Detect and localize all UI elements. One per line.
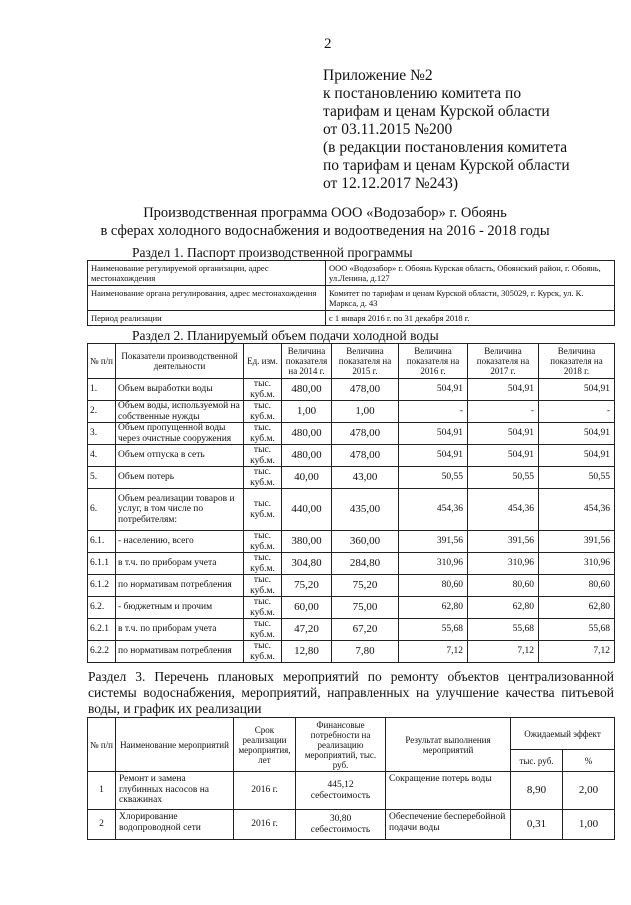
volume-cell-v2015: 43,00 — [332, 467, 399, 489]
volume-row — [88, 553, 615, 575]
volume-cell-v2016: 50,55 — [399, 467, 468, 489]
volume-cell-v2018: 55,68 — [539, 619, 615, 641]
measure-cell-pct: 1,00 — [563, 810, 615, 840]
passport-label: Наименование органа регулирования, адрес местонахождения — [88, 286, 326, 311]
volume-cell-n: 6.2.2 — [88, 641, 116, 663]
meas-header-term: Срок реализации мероприятия, лет — [234, 718, 296, 772]
volume-header-cell: Величина показателя на 2016 г. — [399, 344, 468, 379]
volume-cell-v2016: 504,91 — [399, 445, 468, 467]
volume-cell-name: Объем потерь — [116, 467, 244, 489]
volume-cell-v2015: 7,80 — [332, 641, 399, 663]
appendix-line: к постановлению комитета по — [323, 85, 522, 102]
volume-row — [88, 423, 615, 445]
section3-heading: Раздел 3. Перечень плановых мероприятий по ремонту объектов централизованной системы водоснабжения, мероприятий, направленных на улучшение качества питьевой воды, и график их реализации — [88, 669, 614, 716]
volume-cell-v2017: 80,60 — [468, 575, 539, 597]
volume-cell-v2014: 75,20 — [282, 575, 332, 597]
volume-cell-n: 4. — [88, 445, 116, 467]
volume-cell-n: 6.2. — [88, 597, 116, 619]
volume-row — [88, 641, 615, 663]
volume-cell-v2016: 80,60 — [399, 575, 468, 597]
volume-header-cell: Показатели производственной деятельности — [116, 344, 244, 379]
appendix-line: по тарифам и ценам Курской области — [323, 157, 570, 174]
volume-cell-n: 3. — [88, 423, 116, 445]
volume-cell-unit: тыс. куб.м. — [244, 619, 282, 641]
measure-cell-finance: 30,80 себестоимость — [296, 810, 386, 840]
volume-cell-v2016: 454,36 — [399, 489, 468, 531]
volume-cell-v2017: 50,55 — [468, 467, 539, 489]
volume-cell-v2017: 62,80 — [468, 597, 539, 619]
volume-cell-unit: тыс. куб.м. — [244, 641, 282, 663]
volume-cell-v2016: - — [399, 401, 468, 423]
passport-table — [87, 260, 615, 326]
volume-header-cell: Величина показателя на 2015 г. — [332, 344, 399, 379]
measure-cell-rub: 0,31 — [511, 810, 563, 840]
volume-row — [88, 467, 615, 489]
volume-cell-name: Объем выработки воды — [116, 379, 244, 401]
volume-cell-v2016: 62,80 — [399, 597, 468, 619]
volume-header-cell: Величина показателя на 2014 г. — [282, 344, 332, 379]
volume-cell-n: 2. — [88, 401, 116, 423]
passport-row — [88, 286, 615, 311]
volume-cell-v2017: 504,91 — [468, 445, 539, 467]
volume-cell-v2018: 50,55 — [539, 467, 615, 489]
section2-heading: Раздел 2. Планируемый объем подачи холодной воды — [132, 328, 439, 343]
volume-cell-v2015: 478,00 — [332, 423, 399, 445]
volume-cell-name: - бюджетным и прочим — [116, 597, 244, 619]
meas-header-effect-pct: % — [563, 750, 615, 772]
measure-cell-result: Обеспечение бесперебойной подачи воды — [386, 810, 511, 840]
volume-cell-name: Объем отпуска в сеть — [116, 445, 244, 467]
volume-cell-n: 6. — [88, 489, 116, 531]
measure-cell-name: Хлорирование водопроводной сети — [116, 810, 234, 840]
volume-cell-v2014: 47,20 — [282, 619, 332, 641]
measure-cell-n: 2 — [88, 810, 116, 840]
volume-cell-n: 6.2.1 — [88, 619, 116, 641]
measure-cell-name: Ремонт и замена глубинных насосов на скважинах — [116, 772, 234, 810]
volume-cell-v2015: 284,80 — [332, 553, 399, 575]
volume-cell-v2018: 80,60 — [539, 575, 615, 597]
volume-cell-v2018: 504,91 — [539, 423, 615, 445]
volume-cell-v2015: 67,20 — [332, 619, 399, 641]
volume-cell-unit: тыс. куб.м. — [244, 575, 282, 597]
volume-cell-v2015: 478,00 — [332, 445, 399, 467]
passport-label: Период реализации — [88, 311, 326, 326]
volume-cell-v2017: 454,36 — [468, 489, 539, 531]
volume-cell-n: 1. — [88, 379, 116, 401]
section1-heading: Раздел 1. Паспорт производственной программы — [132, 245, 413, 260]
appendix-line: (в редакции постановления комитета — [323, 139, 568, 156]
volume-header-cell: Величина показателя на 2017 г. — [468, 344, 539, 379]
volume-cell-v2017: 310,96 — [468, 553, 539, 575]
volume-cell-name: Объем пропущенной воды через очистные сооружения — [116, 423, 244, 445]
passport-value: ООО «Водозабор» г. Обоянь Курская область, Обоянский район, г. Обоянь, ул.Ленина, д.127 — [326, 261, 615, 286]
volume-cell-n: 6.1. — [88, 531, 116, 553]
volume-cell-v2014: 480,00 — [282, 445, 332, 467]
volume-cell-v2017: 504,91 — [468, 379, 539, 401]
volume-cell-v2017: 7,12 — [468, 641, 539, 663]
appendix-line: тарифам и ценам Курской области — [323, 103, 550, 120]
measure-cell-rub: 8,90 — [511, 772, 563, 810]
volume-cell-unit: тыс. куб.м. — [244, 445, 282, 467]
volume-cell-v2014: 60,00 — [282, 597, 332, 619]
volume-row — [88, 379, 615, 401]
volume-cell-v2015: 75,00 — [332, 597, 399, 619]
volume-cell-v2014: 480,00 — [282, 379, 332, 401]
volume-cell-v2015: 75,20 — [332, 575, 399, 597]
appendix-line: от 12.12.2017 №243) — [323, 175, 459, 192]
volume-cell-v2016: 504,91 — [399, 423, 468, 445]
passport-row — [88, 311, 615, 326]
meas-header-name: Наименование мероприятий — [116, 718, 234, 772]
volume-cell-v2016: 310,96 — [399, 553, 468, 575]
volume-cell-v2016: 55,68 — [399, 619, 468, 641]
volume-cell-name: в т.ч. по приборам учета — [116, 619, 244, 641]
volume-cell-unit: тыс. куб.м. — [244, 423, 282, 445]
volume-cell-v2016: 7,12 — [399, 641, 468, 663]
title-line: в сферах холодного водоснабжения и водоотведения на 2016 - 2018 годы — [100, 223, 550, 239]
volume-cell-v2018: 504,91 — [539, 379, 615, 401]
volume-cell-v2014: 440,00 — [282, 489, 332, 531]
volume-row — [88, 575, 615, 597]
volume-cell-unit: тыс. куб.м. — [244, 467, 282, 489]
appendix-block — [323, 67, 623, 193]
volume-cell-name: - населению, всего — [116, 531, 244, 553]
volume-cell-name: Объем реализации товаров и услуг, в том числе по потребителям: — [116, 489, 244, 531]
volume-cell-v2015: 1,00 — [332, 401, 399, 423]
meas-header-result: Результат выполнения мероприятий — [386, 718, 511, 772]
title-line: Производственная программа ООО «Водозабор» г. Обоянь — [143, 205, 507, 221]
page-number: 2 — [324, 36, 332, 52]
volume-cell-v2014: 40,00 — [282, 467, 332, 489]
appendix-line: от 03.11.2015 №200 — [323, 121, 453, 138]
volume-cell-v2015: 360,00 — [332, 531, 399, 553]
volume-cell-v2016: 391,56 — [399, 531, 468, 553]
volume-cell-v2014: 480,00 — [282, 423, 332, 445]
volume-cell-v2017: 55,68 — [468, 619, 539, 641]
volume-cell-v2015: 435,00 — [332, 489, 399, 531]
volume-cell-v2018: 504,91 — [539, 445, 615, 467]
measure-cell-pct: 2,00 — [563, 772, 615, 810]
volume-cell-v2018: 310,96 — [539, 553, 615, 575]
volume-cell-name: по нормативам потребления — [116, 641, 244, 663]
measures-table — [87, 717, 615, 840]
volume-cell-n: 5. — [88, 467, 116, 489]
measure-cell-n: 1 — [88, 772, 116, 810]
volume-cell-v2017: - — [468, 401, 539, 423]
volume-table — [87, 343, 615, 663]
measure-row — [88, 810, 615, 840]
volume-cell-v2018: - — [539, 401, 615, 423]
passport-value: Комитет по тарифам и ценам Курской области, 305029, г. Курск, ул. К. Маркса, д. 43 — [326, 286, 615, 311]
volume-cell-unit: тыс. куб.м. — [244, 379, 282, 401]
volume-cell-unit: тыс. куб.м. — [244, 531, 282, 553]
volume-row — [88, 619, 615, 641]
volume-cell-v2017: 504,91 — [468, 423, 539, 445]
passport-label: Наименование регулируемой организации, адрес местонахождения — [88, 261, 326, 286]
volume-row — [88, 531, 615, 553]
measure-row — [88, 772, 615, 810]
volume-cell-name: по нормативам потребления — [116, 575, 244, 597]
measure-cell-result: Сокращение потерь воды — [386, 772, 511, 810]
meas-header-n: № п/п — [88, 718, 116, 772]
volume-cell-n: 6.1.1 — [88, 553, 116, 575]
volume-row — [88, 597, 615, 619]
volume-cell-v2018: 454,36 — [539, 489, 615, 531]
volume-row — [88, 489, 615, 531]
volume-cell-v2016: 504,91 — [399, 379, 468, 401]
volume-header-cell: Величина показателя на 2018 г. — [539, 344, 615, 379]
passport-value: с 1 января 2016 г. по 31 декабря 2018 г. — [326, 311, 615, 326]
passport-row — [88, 261, 615, 286]
measure-cell-term: 2016 г. — [234, 810, 296, 840]
appendix-line: Приложение №2 — [323, 67, 433, 84]
volume-cell-v2018: 391,56 — [539, 531, 615, 553]
volume-row — [88, 401, 615, 423]
meas-header-effect: Ожидаемый эффект — [511, 718, 615, 750]
volume-cell-unit: тыс. куб.м. — [244, 597, 282, 619]
volume-cell-v2018: 7,12 — [539, 641, 615, 663]
volume-cell-unit: тыс. куб.м. — [244, 401, 282, 423]
volume-cell-v2017: 391,56 — [468, 531, 539, 553]
meas-header-effect-rub: тыс. руб. — [511, 750, 563, 772]
volume-header-cell: Ед. изм. — [244, 344, 282, 379]
document-title — [80, 204, 570, 240]
measure-cell-finance: 445,12 себестоимость — [296, 772, 386, 810]
volume-row — [88, 445, 615, 467]
volume-cell-unit: тыс. куб.м. — [244, 553, 282, 575]
volume-cell-v2014: 12,80 — [282, 641, 332, 663]
volume-cell-unit: тыс. куб.м. — [244, 489, 282, 531]
volume-header-cell: № п/п — [88, 344, 116, 379]
volume-cell-n: 6.1.2 — [88, 575, 116, 597]
measure-cell-term: 2016 г. — [234, 772, 296, 810]
volume-cell-v2014: 304,80 — [282, 553, 332, 575]
volume-cell-v2015: 478,00 — [332, 379, 399, 401]
meas-header-finance: Финансовые потребности на реализацию мероприятий, тыс. руб. — [296, 718, 386, 772]
volume-cell-name: в т.ч. по приборам учета — [116, 553, 244, 575]
volume-cell-name: Объем воды, используемой на собственные нужды — [116, 401, 244, 423]
volume-cell-v2014: 380,00 — [282, 531, 332, 553]
volume-cell-v2014: 1,00 — [282, 401, 332, 423]
volume-cell-v2018: 62,80 — [539, 597, 615, 619]
